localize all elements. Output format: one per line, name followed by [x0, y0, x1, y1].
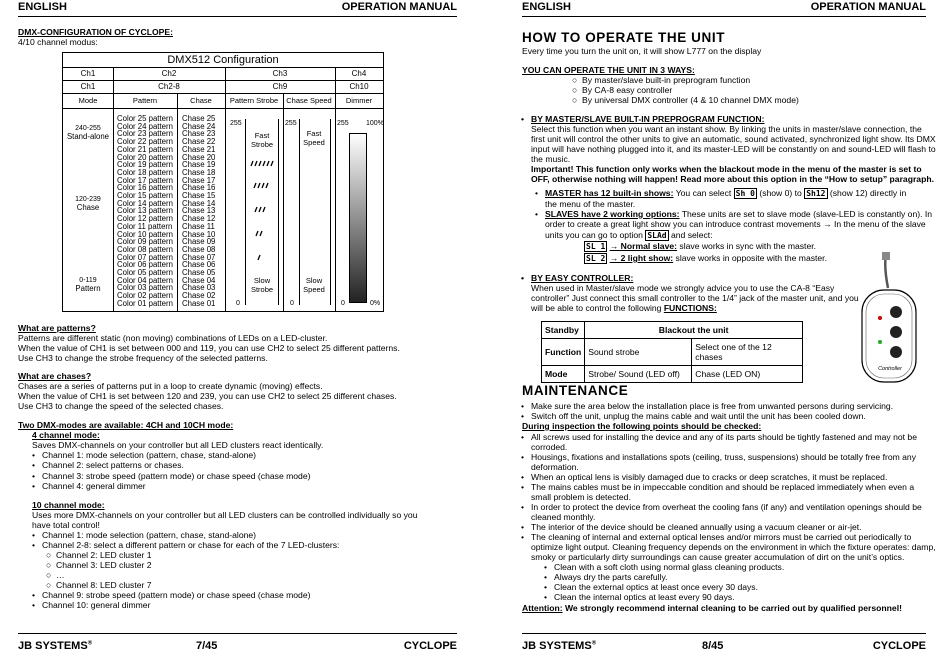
- controller-label: Controller: [878, 366, 902, 372]
- speed-top: 255: [285, 120, 297, 127]
- list-item: Color 08 pattern: [117, 244, 173, 254]
- col-head: Chase: [190, 96, 212, 105]
- ch-cell: Ch2-8: [158, 82, 180, 91]
- list-item: Chase 13: [182, 206, 216, 216]
- page-8: [475, 0, 950, 654]
- clean-item: • Clean the external optics at least once every 30 days.: [544, 582, 758, 592]
- mode-name: Stand-alone: [66, 131, 110, 141]
- mode10-text-2: have total control!: [32, 520, 100, 530]
- list-item: Chase 01: [182, 298, 216, 308]
- chases-question: What are chases?: [18, 371, 92, 381]
- table-cell: Blackout the unit: [585, 322, 803, 339]
- lcd-display: SL 2: [586, 254, 606, 263]
- list-item: Color 14 pattern: [117, 198, 173, 208]
- dmx-config-table: [62, 52, 384, 312]
- speed-slow-label: Slow Speed: [303, 276, 325, 294]
- list-item: Color 20 pattern: [117, 152, 173, 162]
- list-item: Chase 20: [182, 152, 216, 162]
- mode10-subitem: ○ …: [46, 570, 65, 580]
- dimmer-gradient: [349, 133, 367, 303]
- table-row: [542, 322, 803, 339]
- list-item: Chase 18: [182, 167, 216, 177]
- ch-cell: Ch2: [161, 69, 177, 78]
- page-header: [18, 1, 457, 14]
- ch-cell: Ch1: [80, 69, 96, 78]
- list-item: Color 03 pattern: [117, 283, 173, 293]
- table-cell: Sound strobe: [585, 339, 692, 366]
- header-language: ENGLISH: [18, 1, 67, 13]
- dimmer-top: 255: [337, 120, 349, 127]
- list-item: Color 18 pattern: [117, 167, 173, 177]
- ch-cell: Ch3: [272, 69, 288, 78]
- chases-line-1: Chases are a series of patterns put in a loop to create dynamic (moving) effects.: [18, 381, 323, 391]
- mode10-subitem: ○ Channel 2: LED cluster 1: [46, 550, 152, 560]
- controller-functions-table: [541, 321, 803, 383]
- patterns-line-3: Use CH3 to change the strobe frequency of the selected patterns.: [18, 353, 268, 363]
- list-item: Chase 25: [182, 114, 216, 123]
- mode-range: 240-255: [75, 125, 101, 132]
- header-rule: [18, 16, 457, 17]
- list-item: Chase 16: [182, 183, 216, 193]
- mode10-item: • Channel 9: strobe speed (pattern mode) or chase speed (chase mode): [32, 590, 311, 600]
- footer-rule: [522, 633, 926, 634]
- table-cell: Standby: [542, 322, 585, 339]
- mode10-item: • Channel 1: mode selection (pattern, chase, stand-alone): [32, 530, 257, 540]
- ways-title: YOU CAN OPERATE THE UNIT IN 3 WAYS:: [522, 65, 695, 75]
- list-item: Color 11 pattern: [117, 221, 173, 231]
- list-item: Chase 06: [182, 260, 216, 270]
- speed-bottom: 0: [290, 300, 294, 307]
- dimmer-bottom: 0: [341, 300, 345, 307]
- list-item: Chase 23: [182, 129, 216, 139]
- list-item: Chase 17: [182, 175, 216, 185]
- maintenance-title: MAINTENANCE: [522, 383, 629, 398]
- operate-title: HOW TO OPERATE THE UNIT: [522, 30, 726, 45]
- ms-line-2: first unit will control the other units to give an automatic, sound activated, synchronized light show. Its DMX: [531, 134, 936, 144]
- list-item: Color 07 pattern: [117, 252, 173, 262]
- table-cell: Function: [542, 339, 585, 366]
- ms-line-3: input will have nothing plugged into it, and its master-LED will be constantly on and sound-LED will flash to: [531, 144, 936, 154]
- table-cell: Select one of the 12 chases: [692, 339, 803, 366]
- list-item: Chase 19: [182, 160, 216, 170]
- list-item: Chase 04: [182, 275, 216, 285]
- section-title: DMX-CONFIGURATION OF CYCLOPE:: [18, 27, 173, 37]
- header-manual: OPERATION MANUAL: [341, 1, 457, 13]
- way-item: ○ By master/slave built-in preprogram function: [572, 75, 751, 85]
- mode4-item: • Channel 1: mode selection (pattern, chase, stand-alone): [32, 450, 257, 460]
- list-item: Color 22 pattern: [117, 137, 173, 147]
- mode10-item: • Channel 10: general dimmer: [32, 600, 151, 610]
- col-head: Pattern: [132, 96, 158, 105]
- inspect-item: • The cleaning of internal and external optical lenses and/or mirrors must be carried out periodically to optimize light output. Cleaning frequency depends on the environment in which the fixture operates: damp, smoky or particularly dirty surroundings can cause greater accumulation of dirt on the unit’s optics.: [521, 532, 936, 562]
- patterns-question: What are patterns?: [18, 323, 96, 333]
- slaves-line-3: units you can go to option SLAd and select:: [545, 230, 713, 240]
- list-item: Chase 10: [182, 229, 216, 239]
- master-shows: • MASTER has 12 built-in shows: You can select Sh 0 (show 0) to Sh12 (show 12) directly in: [535, 188, 907, 198]
- page-footer: [522, 640, 926, 653]
- list-item: Chase 09: [182, 237, 216, 247]
- lcd-display: Sh12: [806, 189, 826, 198]
- list-item: Color 24 pattern: [117, 121, 173, 131]
- strobe-fast-label: Fast Strobe: [250, 131, 274, 149]
- clean-item: • Always dry the parts carefully.: [544, 572, 668, 582]
- slaves-options: • SLAVES have 2 working options: These units are set to slave mode (slave-LED is constantly on). In: [535, 209, 933, 219]
- inspect-item: • The mains cables must be in impeccable condition and should be replaced immediately when even a small problem is detected.: [521, 482, 915, 502]
- header-manual: OPERATION MANUAL: [810, 1, 926, 13]
- list-item: Color 10 pattern: [117, 229, 173, 239]
- list-item: Color 15 pattern: [117, 191, 173, 201]
- page-header: [522, 1, 926, 14]
- list-item: Color 17 pattern: [117, 175, 173, 185]
- list-item: Color 12 pattern: [117, 214, 173, 224]
- inspect-item: • When an optical lens is visibly damaged due to cracks or deep scratches, it must be replaced.: [521, 472, 888, 482]
- mode4-item: • Channel 4: general dimmer: [32, 481, 146, 491]
- footer-brand: JB SYSTEMS®: [522, 640, 597, 652]
- list-item: Chase 02: [182, 291, 216, 301]
- mode-pattern: [63, 277, 113, 292]
- patterns-line-2: When the value of CH1 is set between 000 and 119, you can use CH2 to select 25 different patterns.: [18, 343, 400, 353]
- strobe-bottom: 0: [236, 300, 240, 307]
- easy-line-2: controller” Just connect this small controller to the 1/4” jack of the master unit, and you: [531, 293, 859, 303]
- footer-page-number: 8/45: [702, 640, 724, 652]
- col-head: Mode: [78, 96, 98, 105]
- list-item: Chase 03: [182, 283, 216, 293]
- ch-cell: Ch9: [272, 82, 288, 91]
- list-item: Color 25 pattern: [117, 114, 173, 123]
- lcd-display: Sh 0: [735, 189, 755, 198]
- inspect-item: • The interior of the device should be cleaned annually using a vacuum cleaner or air-jet.: [521, 522, 862, 532]
- inspection-title: During inspection the following points should be checked:: [522, 421, 762, 431]
- list-item: Chase 11: [182, 221, 215, 231]
- list-item: Color 09 pattern: [117, 237, 173, 247]
- dimmer-max: 100%: [366, 120, 384, 127]
- list-item: Color 13 pattern: [117, 206, 173, 216]
- ms-important-2: OFF, otherwise nothing will happen! Read more about this option in the “How to setup” paragraph.: [531, 174, 934, 184]
- mode-range: 0-119: [79, 277, 97, 284]
- mode10-subitem: ○ Channel 3: LED cluster 2: [46, 560, 152, 570]
- easy-title: • BY EASY CONTROLLER:: [521, 273, 634, 283]
- page-footer: [18, 640, 457, 653]
- master-shows-cont: the menu of the master.: [545, 199, 636, 209]
- footer-page-number: 7/45: [196, 640, 218, 652]
- clean-item: • Clean the internal optics at least every 90 days.: [544, 592, 735, 602]
- chases-line-3: Use CH3 to change the speed of the selected chases.: [18, 401, 224, 411]
- mode4-title: 4 channel mode:: [32, 430, 100, 440]
- list-item: Color 19 pattern: [117, 160, 173, 170]
- footer-brand: JB SYSTEMS®: [18, 640, 93, 652]
- lcd-display: SLAd: [647, 231, 667, 240]
- table-row: [542, 339, 803, 366]
- mode-chase: [63, 196, 113, 211]
- strobe-top: 255: [230, 120, 242, 127]
- strobe-slow-label: Slow Strobe: [250, 276, 274, 294]
- table-cell: Chase (LED ON): [692, 366, 803, 383]
- list-item: Color 06 pattern: [117, 260, 173, 270]
- list-item: Color 05 pattern: [117, 268, 173, 278]
- modes-title: Two DMX-modes are available: 4CH and 10CH mode:: [18, 420, 234, 430]
- ch-cell: Ch10: [349, 82, 369, 91]
- header-language: ENGLISH: [522, 1, 571, 13]
- slaves-line-2: order to create a great light show you can introduce contrast movements → In the menu of the slave: [545, 219, 926, 229]
- list-item: Chase 12: [182, 214, 216, 224]
- mode10-text-1: Uses more DMX-channels on your controller but all LED clusters can be controlled individually so you: [32, 510, 418, 520]
- mode4-item: • Channel 2: select patterns or chases.: [32, 460, 184, 470]
- list-item: Color 04 pattern: [117, 275, 173, 285]
- easy-line-1: When used in Master/slave mode we strongly advice you to use the CA-8 “Easy: [531, 283, 835, 293]
- footer-model: CYCLOPE: [872, 640, 926, 652]
- ch-cell: Ch4: [351, 69, 367, 78]
- speed-fast-label: Fast Speed: [303, 129, 325, 147]
- mode10-title: 10 channel mode:: [32, 500, 105, 510]
- mode-name: Pattern: [75, 283, 101, 293]
- header-rule: [522, 16, 926, 17]
- col-head: Chase Speed: [286, 96, 332, 105]
- list-item: Chase 21: [182, 144, 216, 154]
- list-item: Chase 15: [182, 191, 216, 201]
- intro-text: Every time you turn the unit on, it will show L777 on the display: [522, 46, 762, 56]
- mode-standalone: [63, 125, 113, 140]
- col-head: Dimmer: [345, 96, 373, 105]
- list-item: Color 23 pattern: [117, 129, 173, 139]
- footer-model: CYCLOPE: [403, 640, 457, 652]
- ms-title: • BY MASTER/SLAVE BUILT-IN PREPROGRAM FUNCTION:: [521, 114, 765, 124]
- ms-important-1: Important! This function only works when the blackout mode in the menu of the master is set to: [531, 164, 922, 174]
- maint-item: • Switch off the unit, unplug the mains cable and wait until the unit has been cooled down.: [521, 411, 866, 421]
- inspect-item: • All screws used for installing the device and any of its parts should be tightly fastened and may not be corroded.: [521, 432, 917, 452]
- list-item: Chase 24: [182, 121, 216, 131]
- clean-item: • Clean with a soft cloth using normal glass cleaning products.: [544, 562, 785, 572]
- maint-item: • Make sure the area below the installation place is free from unwanted persons during servicing.: [521, 401, 894, 411]
- mode10-subitem: ○ Channel 8: LED cluster 7: [46, 580, 152, 590]
- mode4-item: • Channel 3: strobe speed (pattern mode) or chase speed (chase mode): [32, 471, 311, 481]
- mode10-item: • Channel 2-8: select a different pattern or chase for each of the 7 LED-clusters:: [32, 540, 340, 550]
- ca8-controller-icon: [856, 252, 922, 388]
- ch-cell: Ch1: [80, 82, 96, 91]
- mode-name: Chase: [76, 202, 100, 212]
- col-head: Pattern Strobe: [229, 96, 279, 105]
- ms-line-1: Select this function when you want an instant show. By linking the units in master/slave connection, the: [531, 124, 922, 134]
- pattern-list: [117, 115, 173, 308]
- list-item: Color 16 pattern: [117, 183, 173, 193]
- list-item: Color 02 pattern: [117, 291, 173, 301]
- chases-line-2: When the value of CH1 is set between 120 and 239, you can use CH2 to select 25 different chases.: [18, 391, 397, 401]
- list-item: Chase 14: [182, 198, 216, 208]
- way-item: ○ By universal DMX controller (4 & 10 channel DMX mode): [572, 95, 799, 105]
- mode4-text: Saves DMX-channels on your controller but all LED clusters react identically.: [32, 440, 324, 450]
- section-subtitle: 4/10 channel modus:: [18, 37, 98, 47]
- slave-option-normal: SL 1 → Normal slave: slave works in sync with the master.: [586, 241, 816, 251]
- ms-line-4: the music.: [531, 154, 571, 164]
- lcd-display: SL 1: [586, 242, 606, 251]
- chase-list: [182, 115, 215, 308]
- easy-line-3: will be able to control the following FUNCTIONS:: [531, 303, 717, 313]
- inspect-item: • In order to protect the device from overheat the cooling fans (if any) and ventilation openings should be cleaned monthly.: [521, 502, 922, 522]
- list-item: Chase 22: [182, 137, 216, 147]
- strobe-ticks-icon: [249, 156, 275, 266]
- table-cell: Strobe/ Sound (LED off): [585, 366, 692, 383]
- slave-option-2light: SL 2 → 2 light show: slave works in opposite with the master.: [586, 253, 827, 263]
- dimmer-min: 0%: [370, 300, 381, 307]
- list-item: Chase 05: [182, 268, 216, 278]
- table-title: DMX512 Configuration: [63, 53, 383, 68]
- table-row: [542, 366, 803, 383]
- mode-range: 120-239: [75, 196, 101, 203]
- footer-rule: [18, 633, 457, 634]
- table-cell: Mode: [542, 366, 585, 383]
- way-item: ○ By CA-8 easy controller: [572, 85, 673, 95]
- list-item: Color 01 pattern: [117, 298, 173, 308]
- list-item: Color 21 pattern: [117, 144, 173, 154]
- inspect-item: • Housings, fixations and installations spots (ceiling, truss, suspensions) should be totally free from any deformation.: [521, 452, 917, 472]
- attention-note: Attention: We strongly recommend internal cleaning to be carried out by qualified personnel!: [522, 603, 902, 613]
- list-item: Chase 08: [182, 244, 216, 254]
- list-item: Chase 07: [182, 252, 216, 262]
- patterns-line-1: Patterns are different static (non moving) combinations of LEDs on a LED-cluster.: [18, 333, 328, 343]
